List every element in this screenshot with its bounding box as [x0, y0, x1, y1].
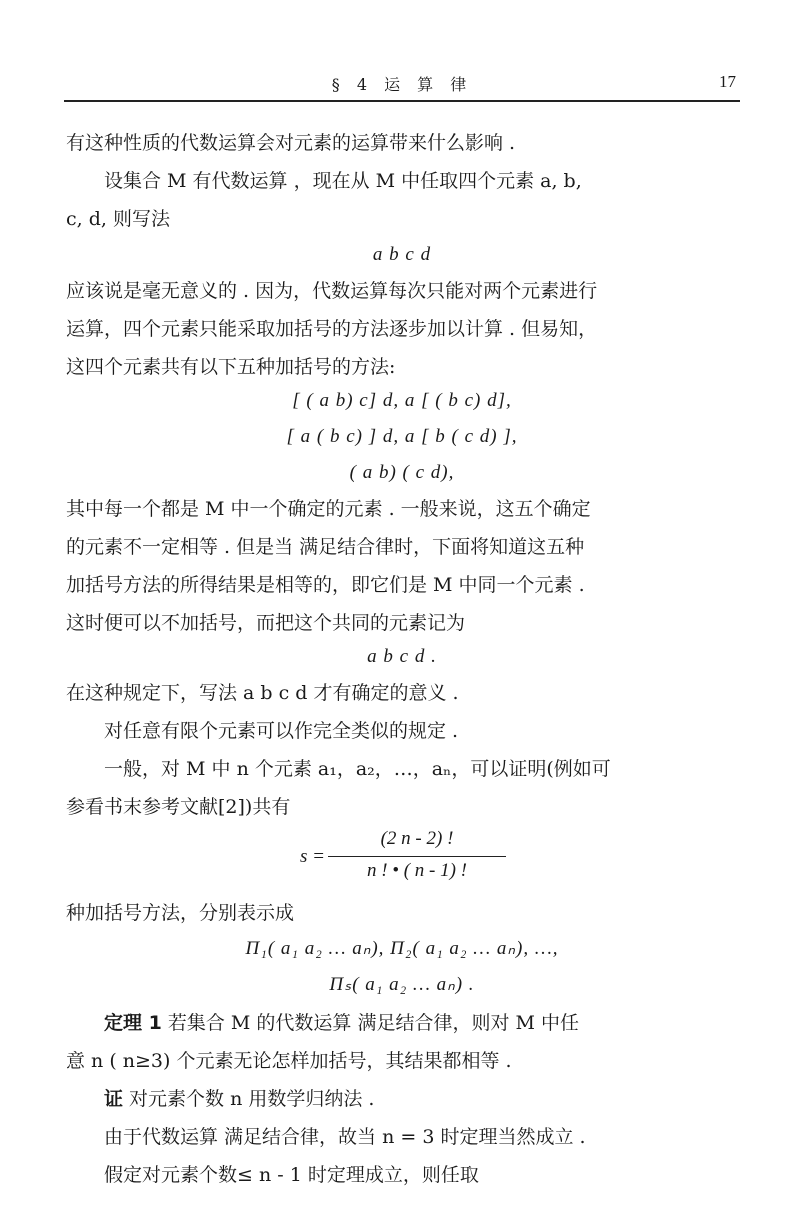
- text-line-18: 一般，对 M 中 n 个元素 a₁，a₂，…，aₙ，可以证明(例如可: [104, 758, 611, 780]
- expression-abcd-dot: a b c d .: [367, 646, 437, 667]
- theorem-text: 若集合 M 的代数运算 满足结合律，则对 M 中任: [161, 1012, 579, 1034]
- formula-lhs: s =: [300, 846, 325, 867]
- text-line-16: 在这种规定下，写法 a b c d 才有确定的意义 .: [66, 682, 459, 704]
- text-line-14: 这时便可以不加括号，而把这个共同的元素记为: [66, 612, 466, 634]
- text-line-7: 这四个元素共有以下五种加括号的方法:: [66, 356, 396, 378]
- text-line-27: 由于代数运算 满足结合律，故当 n = 3 时定理当然成立 .: [104, 1126, 586, 1148]
- proof-line-1: [104, 1084, 738, 1114]
- text-line-21: 种加括号方法，分别表示成: [66, 902, 295, 924]
- text-line-25: 意 n ( n≥3) 个元素无论怎样加括号，其结果都相等 .: [66, 1050, 512, 1072]
- text-line-1: 有这种性质的代数运算会对元素的运算带来什么影响 .: [66, 132, 516, 154]
- text-line-3: c, d, 则写法: [66, 208, 170, 230]
- running-header: [64, 66, 740, 96]
- text-line-6: 运算，四个元素只能采取加括号的方法逐步加以计算 . 但易知，: [66, 318, 598, 340]
- proof-label: 证: [104, 1088, 124, 1110]
- text-line-17: 对任意有限个元素可以作完全类似的规定 .: [104, 720, 459, 742]
- expression-abcd: a b c d: [372, 244, 432, 265]
- section-title: § 4 运 算 律: [331, 75, 473, 94]
- header-rule: [64, 100, 740, 102]
- catalan-formula: [300, 828, 510, 892]
- formula-denominator: n ! • ( n - 1) !: [366, 860, 468, 881]
- pi-list-row-2: Πₛ( a₁ a₂ … aₙ) .: [329, 974, 475, 995]
- text-line-5: 应该说是毫无意义的 . 因为，代数运算每次只能对两个元素进行: [66, 280, 598, 302]
- text-line-11: 其中每一个都是 M 中一个确定的元素 . 一般来说，这五个确定: [66, 498, 591, 520]
- theorem-label: 定理 1: [104, 1012, 162, 1034]
- bracketing-row-3: ( a b) ( c d),: [349, 462, 455, 483]
- text-line-19: 参看书末参考文献[2])共有: [66, 796, 291, 818]
- page-number: 17: [719, 72, 736, 91]
- text-line-28: 假定对元素个数≤ n - 1 时定理成立，则任取: [104, 1164, 479, 1186]
- pi-list-row-1: Π₁( a₁ a₂ … aₙ), Π₂( a₁ a₂ … aₙ), …,: [245, 938, 559, 959]
- bracketing-row-1: [ ( a b) c] d, a [ ( b c) d],: [292, 390, 512, 411]
- text-line-2: 设集合 M 有代数运算 ，现在从 M 中任取四个元素 a, b,: [104, 170, 582, 192]
- theorem-line-1: [104, 1008, 738, 1038]
- proof-text: 对元素个数 n 用数学归纳法 .: [123, 1088, 375, 1110]
- bracketing-row-2: [ a ( b c) ] d, a [ b ( c d) ],: [286, 426, 518, 447]
- text-line-12: 的元素不一定相等 . 但是当 满足结合律时，下面将知道这五种: [66, 536, 585, 558]
- fraction-bar: [328, 856, 506, 857]
- text-line-13: 加括号方法的所得结果是相等的，即它们是 M 中同一个元素 .: [66, 574, 585, 596]
- formula-numerator: (2 n - 2) !: [380, 828, 454, 849]
